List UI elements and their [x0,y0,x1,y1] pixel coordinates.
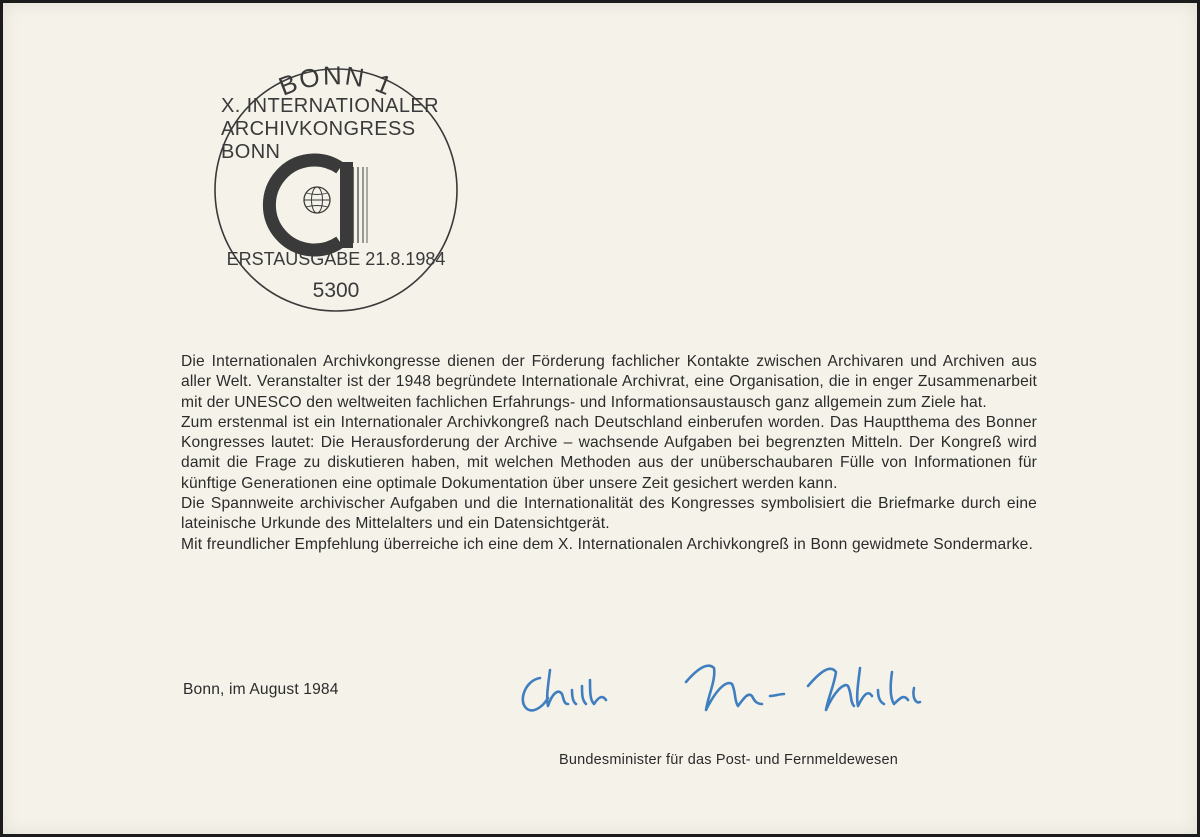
souvenir-card [3,3,1197,834]
postmark-first-day: ERSTAUSGABE 21.8.1984 [226,249,446,269]
paragraph-1: Die Internationalen Archivkongresse dienen der Förderung fachlicher Kontakte zwischen Archivaren und Archiven aus aller Welt. Veranstalter ist der 1948 begründete Internationale Archivrat, eine Organisation, die in enger Zusammenarbeit mit der UNESCO den weltweiten fachlichen Erfahrungs- und Informationsaustausch ganz allgemein zum Ziele hat. [181,353,1037,411]
postmark-line-1: X. INTERNATIONALER [221,95,439,117]
minister-signature [508,628,1038,743]
minister-title: Bundesminister für das Post- und Fernmeldewesen [559,752,899,768]
paragraph-2: Zum erstenmal ist ein Internationaler Archivkongreß nach Deutschland einberufen worden. Das Hauptthema des Bonner Kongresses lautet: Die Herausforderung der Archive – wachsende Aufgaben bei begrenzten Mitteln. Der Kongreß wird damit die Frage zu diskutieren haben, mit welchen Methoden aus der unüberschaubaren Fülle von Informationen für künftige Generationen eine optimale Dokumentation über unsere Zeit gesichert werden kann. [181,413,1037,492]
place-date: Bonn, im August 1984 [183,681,339,698]
postmark-postcode: 5300 [312,279,360,302]
postmark-city-path: BONN 1 [274,60,398,102]
paragraph-4: Mit freundlicher Empfehlung überreiche ich eine dem X. Internationalen Archivkongreß in Bonn gewidmete Sondermarke. [181,535,1033,553]
first-day-postmark [211,50,461,330]
letter-body [181,352,1037,555]
postmark-line-3: BONN [221,141,281,163]
paragraph-3: Die Spannweite archivischer Aufgaben und die Internationalität des Kongresses symbolisiert die Briefmarke durch eine lateinische Urkunde des Mittelalters und ein Datensichtgerät. [181,495,1037,533]
congress-logo-icon [269,160,367,250]
postmark-line-2: ARCHIVKONGRESS [221,118,416,140]
